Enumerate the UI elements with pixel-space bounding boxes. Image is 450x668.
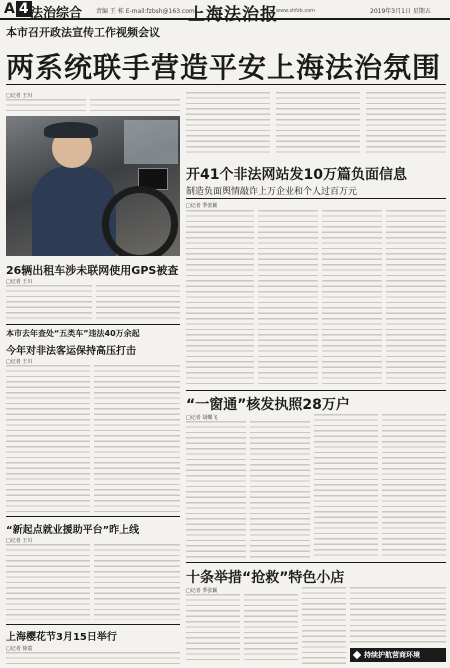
- news-photo: [6, 116, 180, 256]
- article-text: [382, 414, 446, 559]
- article-text: [6, 285, 92, 321]
- diamond-icon: [353, 651, 361, 659]
- article-text: [258, 210, 318, 386]
- article-text: [322, 210, 382, 386]
- article-text: [186, 594, 240, 664]
- photo-byline: □记者 王川: [6, 279, 33, 285]
- page-number: A 4: [4, 1, 32, 17]
- aid-byline: □记者 王川: [6, 538, 33, 544]
- paper-logo: 上海法治报: [188, 5, 278, 25]
- divider: [186, 198, 446, 199]
- divider: [6, 324, 180, 325]
- issue-date: 2019年3月1日 星期五: [370, 8, 431, 15]
- masthead: [0, 0, 450, 25]
- article-text: [350, 587, 446, 645]
- article-text: [366, 92, 446, 156]
- article-text: [186, 421, 246, 559]
- section-tag: 持续护航营商环境: [350, 648, 446, 662]
- article-text: [94, 365, 180, 513]
- divider: [6, 516, 180, 517]
- article-text: [6, 99, 86, 113]
- shop-headline: 十条举措“抢救”特色小店: [186, 570, 345, 586]
- feature-headline: 开41个非法网站发10万篇负面信息: [186, 167, 407, 183]
- lead-byline: □记者 王川: [6, 93, 33, 99]
- article-text: [314, 414, 378, 559]
- article-text: [6, 544, 90, 620]
- editor-info: 责编 王 栋 E-mail:fzbsh@163.com: [96, 8, 195, 15]
- article-text: [250, 421, 310, 559]
- article-text: [302, 587, 346, 664]
- cherry-headline: 上海樱花节3月15日举行: [6, 632, 117, 643]
- lead-kicker: 本市召开政法宣传工作视频会议: [6, 26, 160, 39]
- article-text: [186, 92, 270, 156]
- aid-headline: “新起点就业援助平台”昨上线: [6, 525, 140, 536]
- article-text: [386, 210, 446, 386]
- divider: [186, 562, 446, 563]
- spring-byline: □记者 王川: [6, 359, 33, 365]
- lead-headline: 两系统联手营造平安上海法治氛围: [6, 51, 442, 84]
- paper-url: www.shfzb.com: [276, 8, 315, 14]
- article-text: [244, 594, 298, 664]
- article-text: [276, 92, 360, 156]
- spring-headline: 今年对非法客运保持高压打击: [6, 346, 136, 357]
- article-text: [186, 210, 254, 386]
- feature-byline: □记者 季张颖: [186, 203, 218, 209]
- article-text: [94, 544, 180, 620]
- express-byline: □记者 胡蝶飞: [186, 415, 218, 421]
- divider: [6, 624, 180, 625]
- article-text: [6, 365, 90, 513]
- cherry-byline: □记者 徐荔: [6, 646, 33, 652]
- article-text: [96, 285, 180, 321]
- photo-headline: 26辆出租车涉未联网使用GPS被查: [6, 264, 179, 277]
- article-text: [6, 652, 180, 666]
- feature-subheadline: 制造负面舆情敲诈上万企业和个人过百万元: [186, 187, 358, 197]
- shop-byline: □记者 季张颖: [186, 588, 218, 594]
- section-name: 法治综合: [30, 6, 83, 21]
- article-text: [90, 99, 180, 113]
- divider: [186, 390, 446, 391]
- spring-kicker: 本市去年查处“五类车”违法40万余起: [6, 329, 140, 338]
- express-headline: “一窗通”核发执照28万户: [186, 397, 350, 413]
- divider: [6, 84, 446, 85]
